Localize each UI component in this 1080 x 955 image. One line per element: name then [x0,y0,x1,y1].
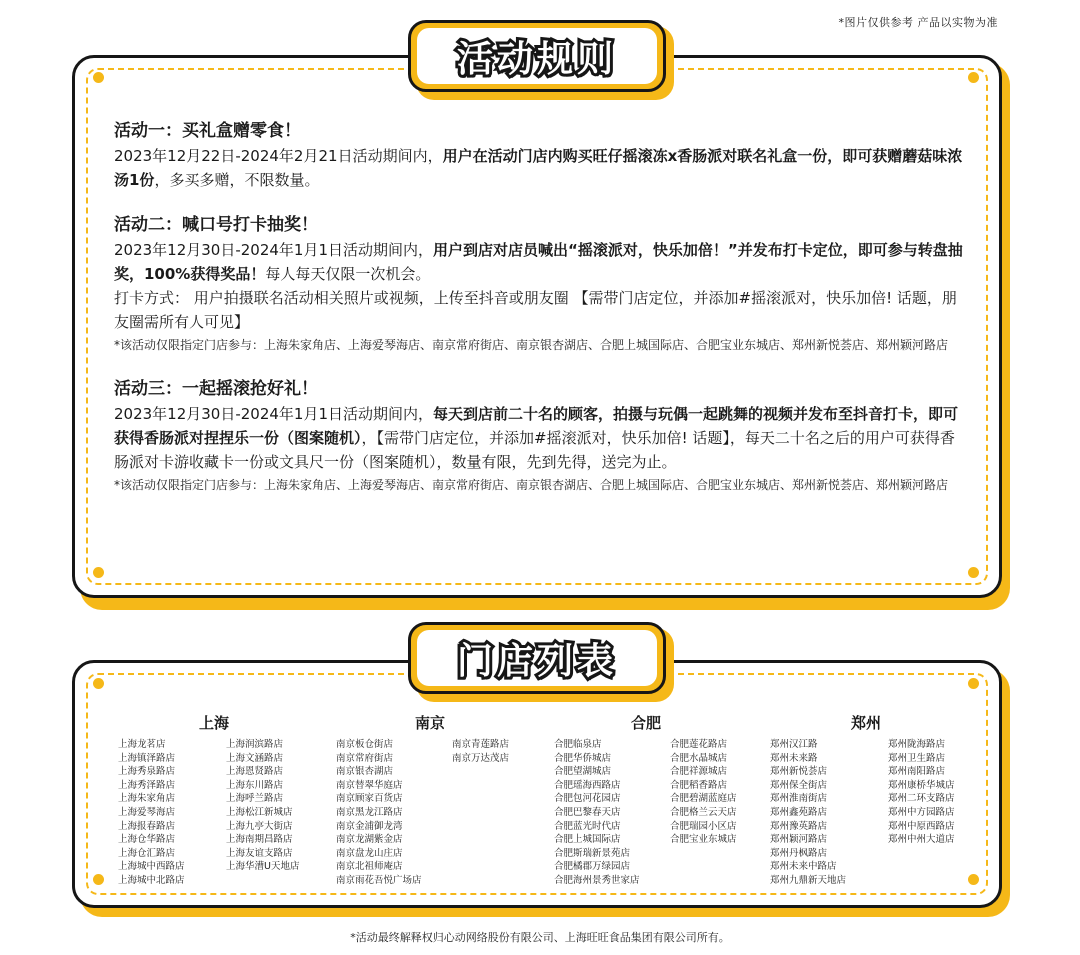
store-item: 上海仓汇路店 [118,847,176,859]
stores-tab-title: 门店列表 [456,640,617,682]
store-item: 南京银杏湖店 [336,766,394,778]
store-item: 合肥华侨城店 [554,752,612,764]
store-column [336,738,422,888]
corner-dot [93,678,104,689]
store-item: 合肥稻香路店 [670,779,728,791]
store-item: 南京雨花吾悦广场店 [336,874,422,886]
store-item: 南京万达茂店 [452,752,510,764]
store-item: 合肥祥源城店 [670,766,728,778]
store-item: 郑州卫生路店 [888,752,946,764]
rules-content [114,118,969,516]
store-item: 合肥临泉店 [554,739,602,750]
activity-1-title: 活动一：买礼盒赠零食！ [114,121,301,141]
store-item: 上海秀泉路店 [118,766,176,778]
store-item: 上海南期昌路店 [226,834,293,846]
activity-2-note: *该活动仅限指定门店参与：上海朱家角店、上海爱琴海店、南京常府街店、南京银杏湖店、合肥上城国际店、合肥宝业东城店、郑州新悦荟店、郑州颖河路店 [114,338,949,352]
activity-2-desc: 2023年12月30日-2024年1月1日活动期间内，用户到店对店员喊出“摇滚派对，快乐加倍！”并发布打卡定位，即可参与转盘抽奖，100%获得奖品！每人每天仅限一次机会。 [114,241,963,283]
stores-dashed-frame [86,673,988,895]
store-item: 南京龙湖紫金店 [336,834,403,846]
corner-dot [968,874,979,885]
store-item: 郑州九鼎新天地店 [770,874,847,886]
store-column [670,738,737,847]
store-item: 合肥橘郡万绿园店 [554,861,631,873]
store-item: 郑州淮南街店 [770,793,828,805]
store-item: 上海华漕U天地店 [226,861,300,873]
store-item: 南京青莲路店 [452,739,510,750]
store-item: 郑州汉江路 [770,739,818,750]
corner-dot [93,72,104,83]
store-item: 郑州陇海路店 [888,739,946,750]
store-item: 郑州中原西路店 [888,820,955,832]
store-item: 合肥包河花园店 [554,793,621,805]
store-column [226,738,299,874]
store-column [452,738,509,765]
corner-dot [968,678,979,689]
store-item: 上海友谊支路店 [226,847,293,859]
activity-3 [114,376,969,496]
store-item: 上海秀泽路店 [118,779,176,791]
store-item: 上海爱琴海店 [118,806,176,818]
store-item: 合肥瑶海西路店 [554,779,621,791]
stores-tab [408,622,666,694]
store-item: 南京金浦御龙湾 [336,820,403,832]
activity-1 [114,118,969,192]
store-item: 上海九亭大街店 [226,820,293,832]
corner-dot [968,72,979,83]
store-item: 郑州中州大道店 [888,834,955,846]
store-item: 合肥巴黎春天店 [554,806,621,818]
store-item: 合肥瑞园小区店 [670,820,737,832]
activity-2 [114,212,969,356]
store-item: 合肥莲花路店 [670,739,728,750]
store-item: 上海文涵路店 [226,752,284,764]
store-item: 南京盘龙山庄店 [336,847,403,859]
activity-2-title: 活动二：喊口号打卡抽奖！ [114,215,318,235]
store-item: 南京常府街店 [336,752,394,764]
activity-3-desc: 2023年12月30日-2024年1月1日活动期间内，每天到店前二十名的顾客，拍摄与玩偶一起跳舞的视频并发布至抖音打卡，即可获得香肠派对捏捏乐一份（图案随机），【需带门店定位，并添加#摇滚派对，快乐加倍! 话题】，每天二十名之后的用户可获得香肠派对卡游收藏卡一份或文具尺一份（图案随机），数量有限，先到先得，送完为止。 [114,405,959,471]
city-shanghai: 上海 [198,714,229,732]
store-item: 合肥水晶城店 [670,752,728,764]
store-item: 上海润滨路店 [226,739,284,750]
activity-3-note: *该活动仅限指定门店参与：上海朱家角店、上海爱琴海店、南京常府街店、南京银杏湖店、合肥上城国际店、合肥宝业东城店、郑州新悦荟店、郑州颖河路店 [114,478,949,492]
store-item: 上海报春路店 [118,820,176,832]
city-zhengzhou: 郑州 [850,714,881,732]
store-item: 上海龙茗店 [118,739,166,750]
store-item: 郑州保全街店 [770,779,828,791]
store-item: 合肥海州景秀世家店 [554,874,640,886]
rules-tab [408,20,666,92]
store-item: 上海松江新城店 [226,806,293,818]
activity-2-method: 打卡方式： 用户拍摄联名活动相关照片或视频，上传至抖音或朋友圈 【需带门店定位，并添加#摇滚派对，快乐加倍! 话题，朋友圈需所有人可见】 [114,289,957,331]
activity-1-desc: 2023年12月22日-2024年2月21日活动期间内，用户在活动门店内购买旺仔摇滚冻x香肠派对联名礼盒一份，即可获赠蘑菇味浓汤1份，多买多赠，不限数量。 [114,147,963,189]
city-hefei: 合肥 [630,714,661,732]
store-item: 合肥宝业东城店 [670,834,737,846]
store-column [888,738,955,847]
store-item: 上海镇泽路店 [118,752,176,764]
activity-3-title: 活动三：一起摇滚抢好礼！ [114,379,318,399]
store-item: 上海恩贤路店 [226,766,284,778]
store-item: 郑州新悦荟店 [770,766,828,778]
disclaimer-top: *图片仅供参考 产品以实物为准 [838,16,998,29]
store-column [770,738,846,888]
city-nanjing: 南京 [414,714,445,732]
store-item: 上海呼兰路店 [226,793,284,805]
store-item: 郑州豫英路店 [770,820,828,832]
store-item: 郑州中方园路店 [888,806,955,818]
store-item: 郑州康桥华城店 [888,779,955,791]
store-item: 郑州颖河路店 [770,834,828,846]
store-item: 南京板仓街店 [336,739,394,750]
store-item: 上海城中北路店 [118,874,185,886]
store-item: 郑州南阳路店 [888,766,946,778]
store-item: 上海仓华路店 [118,834,176,846]
store-item: 上海城中西路店 [118,861,185,873]
corner-dot [93,567,104,578]
store-item: 合肥望湖城店 [554,766,612,778]
store-item: 南京替翠华庭店 [336,779,403,791]
store-item: 郑州未来中路店 [770,861,837,873]
store-item: 合肥蓝光时代店 [554,820,621,832]
store-item: 合肥上城国际店 [554,834,621,846]
store-item: 郑州丹枫路店 [770,847,828,859]
store-item: 郑州未来路 [770,752,818,764]
store-item: 合肥斯瑞新景苑店 [554,847,631,859]
rules-tab-title: 活动规则 [456,38,617,80]
corner-dot [93,874,104,885]
corner-dot [968,567,979,578]
store-item: 南京黑龙江路店 [336,806,403,818]
store-item: 郑州鑫苑路店 [770,806,828,818]
store-item: 上海朱家角店 [118,793,176,805]
store-item: 南京北祖师庵店 [336,861,403,873]
store-item: 上海东川路店 [226,779,284,791]
store-column [554,738,640,888]
store-column [118,738,185,888]
store-item: 南京顾家百货店 [336,793,403,805]
store-item: 郑州二环支路店 [888,793,955,805]
store-item: 合肥碧湖蓝庭店 [670,793,737,805]
disclaimer-bottom: *活动最终解释权归心动网络股份有限公司、上海旺旺食品集团有限公司所有。 [350,931,730,944]
store-item: 合肥格兰云天店 [670,806,737,818]
